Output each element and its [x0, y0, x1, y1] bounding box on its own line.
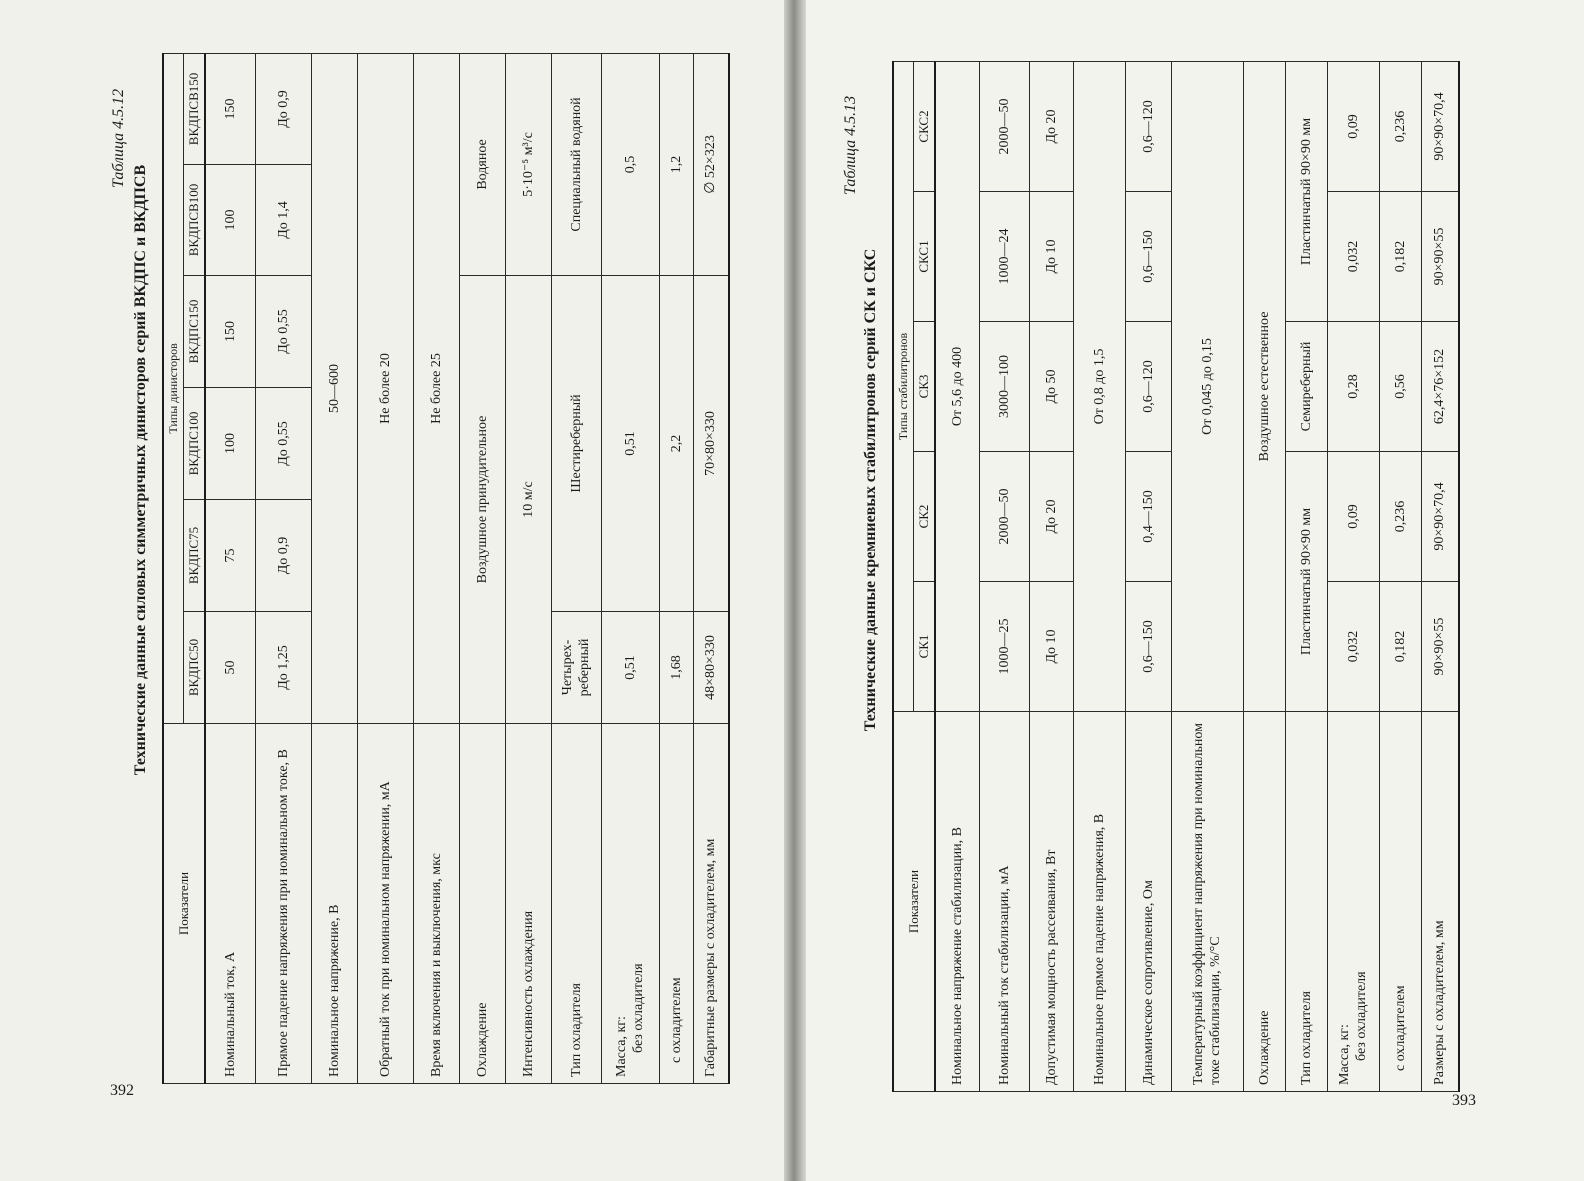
cell: 0,032	[1327, 192, 1379, 322]
mass-label: Масса, кг:	[1336, 1024, 1352, 1085]
header-model: ВКДПС100	[184, 388, 206, 500]
row-label: с охладителем	[659, 724, 693, 1084]
table-row	[255, 53, 311, 1083]
cell: 0,6—150	[1125, 192, 1171, 322]
row-label: Номинальное напряжение, В	[311, 724, 357, 1084]
cell: 0,236	[1379, 61, 1421, 191]
header-indicators: Показатели	[893, 712, 935, 1092]
table-row	[205, 53, 255, 1083]
cell: 100	[205, 165, 255, 276]
table-row	[1073, 61, 1125, 1091]
header-types: Типы динисторов	[163, 53, 184, 723]
row-label: Допустимая мощность рассеивания, Вт	[1029, 712, 1073, 1092]
cell: Семиреберный	[1285, 322, 1327, 452]
table-row	[1285, 61, 1327, 1091]
cell: 1000—25	[979, 582, 1029, 712]
table-row	[1243, 61, 1285, 1091]
cell: До 20	[1029, 61, 1073, 191]
cell: 48×80×330	[693, 612, 729, 724]
row-label: Время включения и выключения, мкс	[413, 724, 459, 1084]
cell: До 1,4	[255, 165, 311, 276]
cell: 0,56	[1379, 322, 1421, 452]
cell: 62,4×76×152	[1421, 322, 1459, 452]
cell: 1,2	[659, 53, 693, 275]
page-number-left: 392	[110, 1082, 134, 1099]
row-label: Номинальное прямое падение напряжения, В	[1073, 712, 1125, 1092]
table-row	[601, 53, 659, 1083]
mass-without-label: без охладителя	[1354, 971, 1370, 1061]
cell: 90×90×70,4	[1421, 452, 1459, 582]
row-label: Размеры с охладителем, мм	[1421, 712, 1459, 1092]
header-model: ВКДПСВ150	[184, 53, 206, 164]
table-row	[459, 53, 505, 1083]
cell: Пластинчатый 90×90 мм	[1285, 61, 1327, 321]
row-label: Обратный ток при номинальном напряжении, мА	[357, 724, 413, 1084]
table-row	[311, 53, 357, 1083]
cell: До 0,55	[255, 276, 311, 388]
table-row	[551, 53, 601, 1083]
cell: 1,68	[659, 612, 693, 724]
cell: 50—600	[311, 53, 357, 723]
row-label: Тип охладителя	[551, 724, 601, 1084]
cell: Специальный водяной	[551, 53, 601, 275]
cell: До 0,9	[255, 500, 311, 612]
table-row	[1171, 61, 1243, 1091]
cell: 0,182	[1379, 582, 1421, 712]
row-label: Интенсивность охлаждения	[505, 724, 551, 1084]
book-spine	[784, 0, 806, 1181]
header-types: Типы стабилитронов	[893, 61, 914, 711]
table-row	[1327, 61, 1379, 1091]
header-model: ВКДПС50	[184, 612, 206, 724]
cell: 0,5	[601, 53, 659, 275]
cell: 90×90×55	[1421, 192, 1459, 322]
cell: 3000—100	[979, 322, 1029, 452]
stabilitron-table	[892, 61, 1460, 1092]
table-row	[413, 53, 459, 1083]
header-model: ВКДПСВ100	[184, 165, 206, 276]
cell: 0,4—150	[1125, 452, 1171, 582]
cell: До 10	[1029, 192, 1073, 322]
cell: От 0,8 до 1,5	[1073, 61, 1125, 711]
row-label: Динамическое сопротивление, Ом	[1125, 712, 1171, 1092]
cell: От 5,6 до 400	[935, 61, 979, 711]
cell: Воздушное принудительное	[459, 276, 505, 724]
cell: 2,2	[659, 276, 693, 612]
table-row	[1029, 61, 1073, 1091]
cell: 0,28	[1327, 322, 1379, 452]
header-indicators: Показатели	[163, 724, 205, 1084]
table-row	[935, 61, 979, 1091]
cell: 0,09	[1327, 61, 1379, 191]
header-model: СК3	[914, 322, 936, 452]
cell: Не более 20	[357, 53, 413, 723]
row-label: с охладителем	[1379, 712, 1421, 1092]
table-title-left: Технические данные силовых симметричных динисторов серий ВКДПС и ВКДПСВ	[132, 164, 149, 776]
cell: До 10	[1029, 582, 1073, 712]
cell: 90×90×70,4	[1421, 61, 1459, 191]
header-model: СК1	[914, 582, 936, 712]
row-label: Прямое падение напряжения при номинальном токе, В	[255, 724, 311, 1084]
cell: 10 м/с	[505, 276, 551, 724]
cell: 2000—50	[979, 61, 1029, 191]
header-model: СКС2	[914, 61, 936, 191]
table-caption-left: Таблица 4.5.12	[110, 88, 127, 188]
cell: Шестиреберный	[551, 276, 601, 612]
row-label: Охлаждение	[1243, 712, 1285, 1092]
cell: 75	[205, 500, 255, 612]
header-model: ВКДПС75	[184, 500, 206, 612]
table-row	[357, 53, 413, 1083]
table-row	[979, 61, 1029, 1091]
mass-without-label: без охладителя	[631, 963, 647, 1053]
cell: Четырех-реберный	[551, 612, 601, 724]
cell: 50	[205, 612, 255, 724]
cell: 0,6—150	[1125, 582, 1171, 712]
row-label: Температурный коэффициент напряжения при номинальном токе стабилизации, %/°С	[1171, 712, 1243, 1092]
cell: 0,236	[1379, 452, 1421, 582]
cell: До 0,9	[255, 53, 311, 164]
row-label	[1327, 712, 1379, 1092]
cell: 5·10⁻⁵ м³/с	[505, 53, 551, 275]
cell: До 50	[1029, 322, 1073, 452]
table-row	[1379, 61, 1421, 1091]
cell: 150	[205, 53, 255, 164]
cell: От 0,045 до 0,15	[1171, 61, 1243, 711]
cell: ∅ 52×323	[693, 53, 729, 275]
cell: 0,09	[1327, 452, 1379, 582]
row-label: Номинальный ток, А	[205, 724, 255, 1084]
row-label: Тип охладителя	[1285, 712, 1327, 1092]
cell: 0,182	[1379, 192, 1421, 322]
cell: 0,032	[1327, 582, 1379, 712]
cell: 90×90×55	[1421, 582, 1459, 712]
cell: 0,51	[601, 276, 659, 612]
cell: Пластинчатый 90×90 мм	[1285, 452, 1327, 712]
row-label	[601, 724, 659, 1084]
cell: Воздушное естественное	[1243, 61, 1285, 711]
cell: До 1,25	[255, 612, 311, 724]
page-number-right: 393	[1452, 1092, 1476, 1109]
cell: 150	[205, 276, 255, 388]
table-row	[693, 53, 729, 1083]
table-row	[505, 53, 551, 1083]
cell: 0,6—120	[1125, 322, 1171, 452]
table-title-right: Технические данные кремниевых стабилитронов серий СК и СКС	[862, 248, 879, 732]
table-row	[659, 53, 693, 1083]
cell: 70×80×330	[693, 276, 729, 612]
header-model: СКС1	[914, 192, 936, 322]
table-row	[1125, 61, 1171, 1091]
cell: 1000—24	[979, 192, 1029, 322]
row-label: Номинальный ток стабилизации, мА	[979, 712, 1029, 1092]
cell: До 0,55	[255, 388, 311, 500]
cell: 0,51	[601, 612, 659, 724]
mass-label: Масса, кг:	[613, 1016, 629, 1077]
dinistor-table	[162, 53, 730, 1084]
header-model: ВКДПС150	[184, 276, 206, 388]
row-label: Номинальное напряжение стабилизации, В	[935, 712, 979, 1092]
cell: 100	[205, 388, 255, 500]
table-row	[1421, 61, 1459, 1091]
row-label: Габаритные размеры с охладителем, мм	[693, 724, 729, 1084]
cell: Водяное	[459, 53, 505, 275]
table-caption-right: Таблица 4.5.13	[842, 95, 859, 195]
cell: 0,6—120	[1125, 61, 1171, 191]
header-model: СК2	[914, 452, 936, 582]
row-label: Охлаждение	[459, 724, 505, 1084]
right-page	[792, 0, 1584, 1181]
cell: 2000—50	[979, 452, 1029, 582]
cell: До 20	[1029, 452, 1073, 582]
cell: Не более 25	[413, 53, 459, 723]
